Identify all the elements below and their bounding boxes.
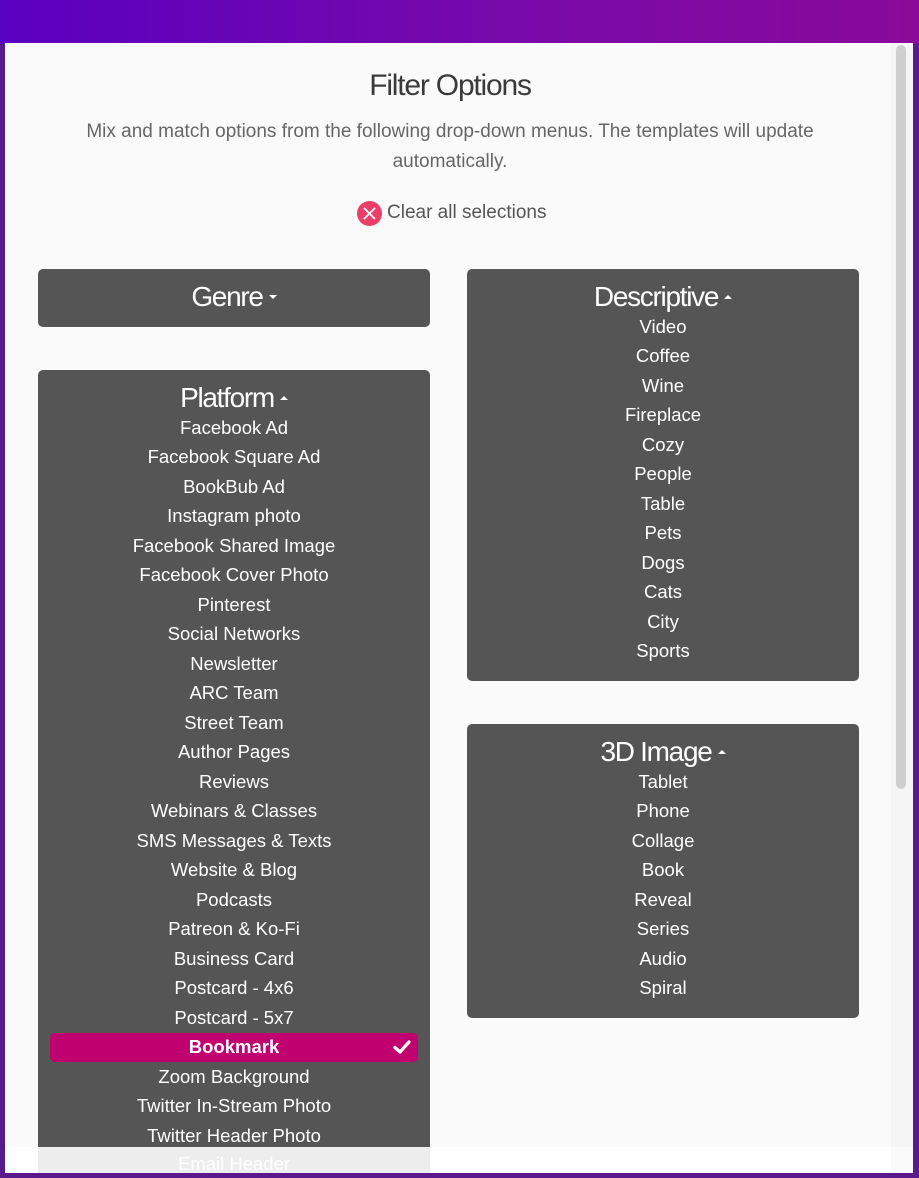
platform-option[interactable]: Business Card	[173, 947, 295, 969]
3d-image-option[interactable]: Series	[636, 918, 690, 940]
descriptive-option[interactable]: Pets	[644, 522, 682, 544]
3d-image-option[interactable]: Book	[641, 859, 685, 881]
clear-all-label: Clear all selections	[387, 202, 547, 223]
filter-description: Mix and match options from the following drop-down menus. The templates will update automatically.	[86, 121, 814, 172]
descriptive-dropdown	[467, 269, 859, 681]
3d-image-option[interactable]: Audio	[639, 947, 687, 969]
descriptive-option[interactable]: Fireplace	[624, 404, 702, 426]
descriptive-option[interactable]: Wine	[641, 374, 685, 396]
platform-option[interactable]: Reviews	[199, 770, 269, 792]
descriptive-option[interactable]: Cozy	[641, 433, 685, 455]
clear-icon	[357, 201, 382, 226]
selected-option-label: Bookmark	[188, 1036, 280, 1058]
caret-up-icon	[718, 750, 726, 754]
page-title: Filter Options	[369, 69, 531, 102]
platform-option[interactable]: Email Header	[177, 1153, 291, 1173]
platform-dropdown-overflow	[38, 1147, 430, 1173]
platform-option[interactable]: Website & Blog	[170, 859, 298, 881]
genre-toggle[interactable]	[38, 269, 430, 325]
platform-option[interactable]: Twitter Header Photo	[147, 1124, 321, 1146]
platform-option[interactable]: Twitter In-Stream Photo	[136, 1095, 332, 1117]
platform-dropdown	[38, 370, 430, 1173]
3d-image-option[interactable]: Tablet	[638, 770, 688, 792]
3d-image-dropdown	[467, 724, 859, 1018]
platform-option[interactable]: BookBub Ad	[183, 475, 285, 497]
platform-option[interactable]: Facebook Square Ad	[147, 446, 321, 468]
clear-all-button[interactable]	[357, 200, 546, 226]
platform-option[interactable]: Webinars & Classes	[150, 800, 318, 822]
platform-option[interactable]: Patreon & Ko-Fi	[168, 918, 300, 940]
genre-title: Genre	[191, 281, 263, 312]
descriptive-option[interactable]: Video	[639, 315, 687, 337]
platform-option[interactable]: Podcasts	[195, 888, 273, 910]
descriptive-option[interactable]: Table	[640, 492, 686, 514]
check-icon	[392, 1037, 412, 1057]
scrollbar-thumb[interactable]	[896, 45, 906, 789]
3d-image-options	[467, 767, 859, 1003]
3d-image-option[interactable]: Collage	[631, 829, 695, 851]
platform-option[interactable]: Author Pages	[177, 741, 291, 763]
caret-up-icon	[724, 295, 732, 299]
platform-option[interactable]: Facebook Ad	[180, 416, 288, 438]
modal-footer-strip	[5, 1147, 891, 1173]
platform-option[interactable]: Facebook Cover Photo	[139, 564, 329, 586]
descriptive-option[interactable]: Coffee	[635, 345, 691, 367]
filter-modal	[5, 43, 913, 1173]
3d-image-title: 3D Image	[600, 736, 712, 767]
3d-image-option[interactable]: Phone	[636, 800, 690, 822]
platform-option[interactable]: Street Team	[184, 711, 284, 733]
descriptive-option[interactable]: People	[634, 463, 692, 485]
platform-option[interactable]: SMS Messages & Texts	[136, 829, 332, 851]
descriptive-title: Descriptive	[593, 281, 719, 312]
caret-down-icon	[269, 295, 277, 299]
platform-option[interactable]: ARC Team	[189, 682, 279, 704]
descriptive-option[interactable]: Sports	[636, 640, 690, 662]
platform-option[interactable]: Postcard - 5x7	[174, 1006, 294, 1028]
platform-option[interactable]: Zoom Background	[158, 1065, 310, 1087]
descriptive-option[interactable]: Dogs	[641, 551, 685, 573]
platform-option-selected[interactable]	[50, 1033, 418, 1063]
platform-options	[38, 413, 430, 1151]
close-icon	[363, 207, 376, 220]
descriptive-option[interactable]: Cats	[643, 581, 683, 603]
platform-option[interactable]: Newsletter	[190, 652, 278, 674]
platform-option[interactable]: Instagram photo	[167, 505, 301, 527]
platform-title: Platform	[180, 382, 274, 413]
platform-option[interactable]: Postcard - 4x6	[174, 977, 294, 999]
platform-option[interactable]: Pinterest	[197, 593, 271, 615]
platform-option[interactable]: Social Networks	[167, 623, 301, 645]
descriptive-options	[467, 312, 859, 666]
caret-up-icon	[280, 396, 288, 400]
descriptive-option[interactable]: City	[647, 610, 679, 632]
platform-option[interactable]: Facebook Shared Image	[132, 534, 336, 556]
3d-image-option[interactable]: Spiral	[639, 977, 687, 999]
3d-image-option[interactable]: Reveal	[634, 888, 692, 910]
genre-dropdown	[38, 269, 430, 327]
top-bar	[0, 0, 919, 44]
